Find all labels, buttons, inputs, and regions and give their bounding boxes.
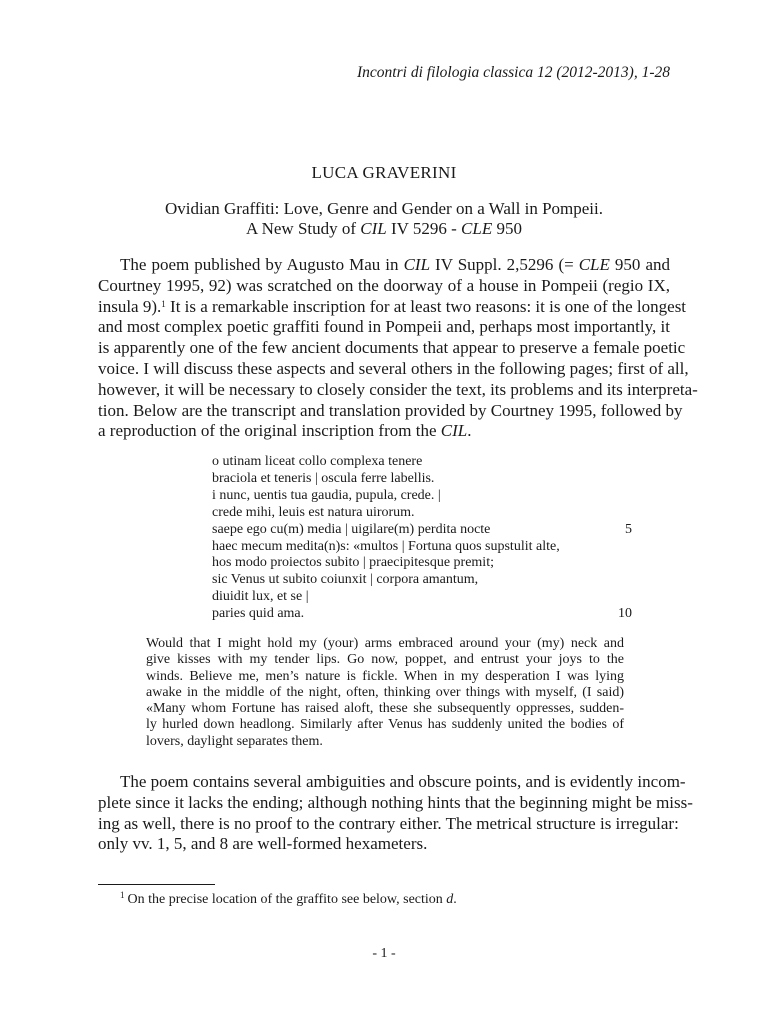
intro-line: however, it will be necessary to closely consider the text, its problems and its interpreta- [98,379,698,399]
article-title [0,199,768,238]
latin-poem [212,454,632,623]
title-line-1: Ovidian Graffiti: Love, Genre and Gender on a Wall in Pompeii. [165,199,603,218]
body-line: The poem contains several ambiguities and obscure points, and is evidently incom- [120,772,686,791]
footnote-ref[interactable]: 1 [161,298,166,309]
intro-line: insula 9).$^1$ It is a remarkable inscription for at least two reasons: it is one of the longest [98,296,687,316]
author-name: LUCA GRAVERINI [311,163,457,182]
body-line: only vv. 1, 5, and 8 are well-formed hexameters. [98,834,428,854]
translation-line: ly hurled down headlong. Similarly after Venus has suddenly united the bodies of [146,717,624,733]
page-number: - 1 - [372,946,396,961]
line-number-10: 10 [618,606,632,622]
translation-block [146,636,624,750]
poem-line: o utinam liceat collo complexa tenere [212,454,423,469]
poem-line: haec mecum medita(n)s: «multos | Fortuna quos supstulit alte, [212,538,560,554]
intro-line: Courtney 1995, 92) was scratched on the doorway of a house in Pompeii (regio IX, [98,275,670,295]
line-number-5: 5 [625,521,632,537]
body-line: plete since it lacks the ending; although nothing hints that the beginning might be miss- [98,792,693,812]
intro-line: and most complex poetic graffiti found in Pompeii and, perhaps most importantly, it [98,317,670,337]
poem-line-10: paries quid ama. 10 [212,606,632,622]
intro-line: tion. Below are the transcript and translation provided by Courtney 1995, followed by [98,400,683,420]
body-line: ing as well, there is no proof to the contrary either. The metrical structure is irregular: [98,813,679,833]
poem-line: hos modo proiectos subito | praecipitesque premit; [212,555,494,571]
intro-line: The poem published by Augusto Mau in CIL IV Suppl. 2,5296 (= CLE 950 and [120,255,671,274]
poem-line: i nunc, uentis tua gaudia, pupula, crede. | [212,487,441,503]
poem-line: braciola et teneris | oscula ferre labellis. [212,470,435,486]
intro-line: is apparently one of the few ancient documents that appear to preserve a female poetic [98,338,686,358]
poem-line: sic Venus ut subito coiunxit | corpora amantum, [212,572,479,588]
footnote-mark: 1 [120,890,125,900]
translation-line: give kisses with my tender lips. Go now, poppet, and entrust your joys to the [146,652,624,668]
translation-line: Would that I might hold my (your) arms embraced around your (my) neck and [146,636,624,651]
body-paragraph [98,772,693,855]
translation-line: awake in the middle of the night, often, thinking over things with myself, (I said) [146,684,624,700]
intro-line: voice. I will discuss these aspects and several others in the following pages; first of all, [98,358,689,378]
footnote-divider [98,884,215,885]
poem-line: crede mihi, leuis est natura uirorum. [212,504,415,520]
intro-line: a reproduction of the original inscription from the CIL. [98,421,472,441]
poem-line-5: saepe ego cu(m) media | uigilare(m) perdita nocte 5 [212,521,632,537]
journal-citation: Incontri di filologia classica 12 (2012-2013), 1-28 [357,64,670,81]
translation-line: lovers, daylight separates them. [146,733,323,749]
footnote: $^1$ On the precise location of the graffito see below, section d. [120,890,457,907]
title-line-2: A New Study of CIL IV 5296 - CLE 950 [246,218,522,238]
poem-line: diuidit lux, et se | [212,589,309,605]
intro-paragraph [98,255,698,442]
translation-line: «Many whom Fortune has raised aloft, these she subsequently oppresses, sudden- [146,701,624,717]
translation-line: winds. Believe me, men’s nature is fickle. When in my desperation I was lying [146,668,624,684]
